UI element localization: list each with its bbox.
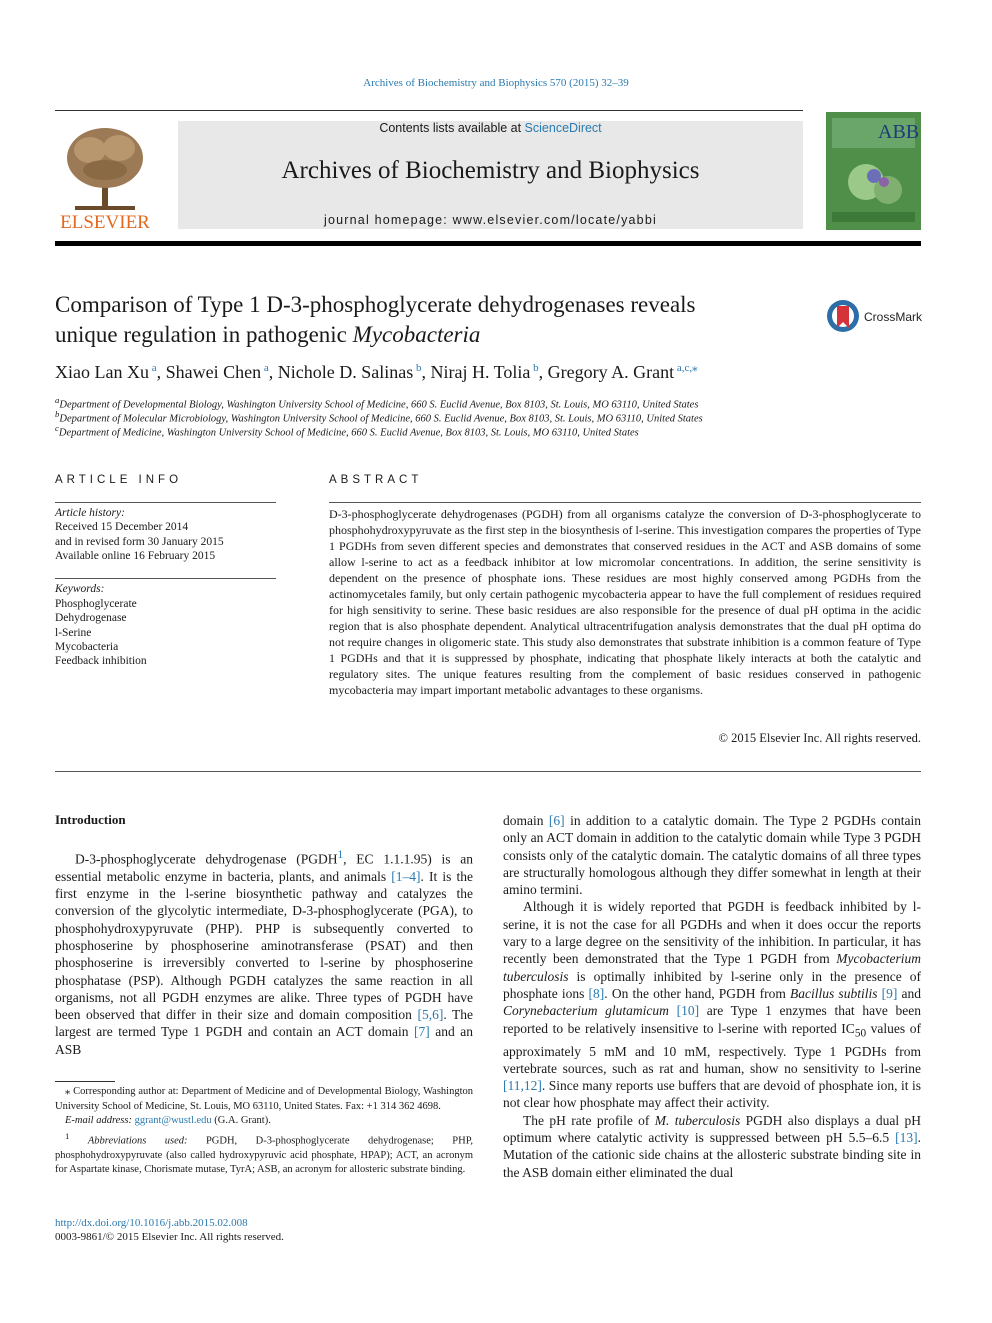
intro-paragraph: Although it is widely reported that PGDH is feedback inhibited by l-serine, it is not the case for all PGDHs and when it does occur the reports vary to a large degree on the sensitivity of the inhibition. In particular, it has recently been demonstrated that the Type 1 PGDH from Mycobacterium tuberculosis is optimally inhibited by l-serine only in the presence of phosphate ions [8]. On the other hand, PGDH from Bacillus subtilis [9] and Corynebacterium glutamicum [10] are Type 1 enzymes that have been reported to be relatively insensitive to l-serine with reported $IC_{50}$ values of approximately 5 mM and 10 mM, respectively. Type 1 PGDHs from vertebrate sources, such as rat and human, show no sensitivity to l-serine [11,12]. Since many reports use buffers that are devoid of phosphate ion, it is not clear how phosphate may affect their activity. xyxy=(503,899,921,1111)
intro-paragraph: The pH rate profile of M. tuberculosis PGDH also displays a dual pH optimum where catalytic activity is suppressed between pH 5.5–6.5 [13]. Mutation of the cationic side chains at the allosteric substrate binding site in the ASB domain either eliminated the dual xyxy=(503,1112,921,1180)
keyword: Dehydrogenase xyxy=(55,612,127,624)
crossmark-badge[interactable] xyxy=(826,297,926,335)
keyword: Phosphoglycerate xyxy=(55,598,137,610)
history-received: Received 15 December 2014 xyxy=(55,521,189,533)
intro-paragraph: D-3-phosphoglycerate dehydrogenase (PGDH$^1$, EC 1.1.1.95) is an essential metabolic enzyme in bacteria, plants, and animals [1–4]. It is the first enzyme in the l-serine biosynthetic pathway and catalyzes the conversion of the glycolytic intermediate, D-3-phosphoglycerate (PGA), to phosphohydroxypyruvate (PHP). PHP is subsequently converted to phosphoserine by phosphoserine aminotransferase (PSAT) and then phosphoserine is irreversibly converted to l-serine by phosphoserine phosphatase (PSP). Although PGDH catalyzes the same reaction in all organisms, not all PGDH enzymes are alike. Three types of PGDH have been observed that differ in their size and domain composition [5,6]. The largest are termed Type 1 PGDH and contain an ACT domain [7] and an ASB xyxy=(55,849,474,1057)
author-name: Niraj H. Tolia xyxy=(430,362,531,382)
affiliation-c: $^c$Department of Medicine, Washington University School of Medicine, 660 S. Euclid Avenue, Box 8103, St. Louis, MO 63110, United States xyxy=(55,423,639,439)
header-thick-rule xyxy=(55,241,921,246)
footnote-marker[interactable]: 1 xyxy=(337,849,344,861)
footnote-rule xyxy=(55,1081,115,1082)
citation-ref[interactable]: [7] xyxy=(413,1024,430,1040)
doi-link[interactable]: http://dx.doi.org/10.1016/j.abb.2015.02.008 xyxy=(55,1217,248,1229)
italic-term: M. tuberculosis xyxy=(654,1112,741,1128)
history-revised: and in revised form 30 January 2015 xyxy=(55,536,224,548)
italic-term: Corynebacterium glutamicum xyxy=(503,1003,669,1019)
citation-ref[interactable]: [5,6] xyxy=(417,1007,444,1023)
author-affiliation-marker[interactable]: b xyxy=(413,362,422,374)
issn-copyright: 0003-9861/© 2015 Elsevier Inc. All rights reserved. xyxy=(55,1231,284,1243)
keyword: Mycobacteria xyxy=(55,641,119,653)
history-label: Article history: xyxy=(55,507,125,519)
top-divider xyxy=(55,110,803,111)
sciencedirect-link[interactable]: ScienceDirect xyxy=(524,121,602,135)
journal-citation[interactable] xyxy=(0,77,992,89)
intro-paragraph: domain [6] in addition to a catalytic domain. The Type 2 PGDHs contain only an ACT domain in addition to the catalytic domain while Type 3 PGDH consists only of the catalytic domain. The catalytic domains of all three types are structurally homologous although they differ somewhat in length at their amino termini. xyxy=(503,813,921,898)
homepage-url[interactable]: www.elsevier.com/locate/yabbi xyxy=(452,213,657,227)
keywords-rule xyxy=(55,578,276,579)
journal-cover-thumbnail xyxy=(826,112,921,230)
title-line-1: Comparison of Type 1 D-3-phosphoglycerate dehydrogenases reveals xyxy=(55,292,696,317)
author-affiliation-marker[interactable]: a xyxy=(148,362,157,374)
title-line-2: unique regulation in pathogenic xyxy=(55,322,353,347)
elsevier-logo xyxy=(55,120,155,232)
citation-ref[interactable]: [13] xyxy=(895,1130,918,1146)
abstract-heading: ABSTRACT xyxy=(329,474,423,486)
author-list: Xiao Lan Xu $^a$, Shawei Chen $^a$, Nichole D. Salinas $^b$, Niraj H. Tolia $^b$, Gregory A. Grant $^{a,c,⁎}$ xyxy=(55,362,698,382)
email-link[interactable]: ggrant@wustl.edu xyxy=(134,1115,212,1126)
abbreviations-note: $^1$ Abbreviations used: PGDH, D-3-phosphoglycerate dehydrogenase; PHP, phosphohydroxypyruvate (also called hydroxypyruvic acid phosphate, HPAP); ACT, an acronym for Aspartate kinase, Chorismate mutase, TyrA; ASB, an acronym for allosteric substrate binding. xyxy=(55,1130,474,1175)
citation-link[interactable]: Archives of Biochemistry and Biophysics 570 (2015) 32–39 xyxy=(363,77,629,89)
abstract-rule xyxy=(329,502,921,503)
italic-term: Bacillus subtilis xyxy=(790,985,878,1001)
article-info-rule xyxy=(55,502,276,503)
abstract-copyright: © 2015 Elsevier Inc. All rights reserved. xyxy=(718,731,921,745)
abstract-body: D-3-phosphoglycerate dehydrogenases (PGDH) from all organisms catalyze the conversion of D-3-phosphoglycerate to phosphohydroxypyruvate as the first step in the biosynthesis of l-serine. This investigation compares the properties of Type 1 PGDHs from seven different species and demonstrates that conserved residues in the ACT and ASB domains of some allow l-serine to act as a feedback inhibitor at low micromolar concentrations. In addition, the serine sensitivity is dependent on the presence of phosphate ions. These residues are most highly conserved among PGDHs from the actinomycetales family, but only certain pathogenic mycobacteria appear to have the full complement of residues required for high sensitivity to serine. These basic residues are also responsible for the presence of dual pH optima in the acidic region that is also phosphate dependent. Analytical ultracentrifugation analysis demonstrates that the dual pH optima do not require changes in oligomeric state. This study also demonstrates that substrate inhibition is a common feature of Type 1 PGDHs and that it is suppressed by phosphate, indicating that phosphate likely interacts at both the catalytic and regulatory sites. The unique features resulting from the complement of basic residues conserved in pathogenic mycobacteria may impart important metabolic advantages to these organisms. xyxy=(329,507,921,697)
svg-text:ELSEVIER: ELSEVIER xyxy=(60,212,150,232)
body-column-left xyxy=(55,847,473,1058)
svg-text:ABB: ABB xyxy=(878,121,920,143)
subscript: 50 xyxy=(854,1027,867,1040)
author-name: Gregory A. Grant xyxy=(547,362,675,382)
abstract-bottom-rule xyxy=(55,771,921,772)
article-title xyxy=(55,290,795,350)
italic-term: Mycobacterium tuberculosis xyxy=(503,951,921,984)
author-affiliation-marker[interactable]: a xyxy=(261,362,269,374)
contents-prefix: Contents lists available at xyxy=(379,121,525,135)
keywords-label: Keywords: xyxy=(55,583,105,595)
article-info-heading: ARTICLE INFO xyxy=(55,474,183,486)
citation-ref[interactable]: [1–4] xyxy=(391,868,421,884)
citation-ref[interactable]: [8] xyxy=(588,985,605,1001)
author-name: Nichole D. Salinas xyxy=(277,362,414,382)
affiliation-b: $^b$Department of Molecular Microbiology, Washington University School of Medicine, 660 S. Euclid Avenue, Box 8103, St. Louis, MO 63110, United States xyxy=(55,409,703,425)
corresponding-author-note: ⁎ Corresponding author at: Department of Medicine and of Developmental Biology, Washington University School of Medicine, St. Louis, MO 63110, United States. Fax: +1 314 362 4698. xyxy=(55,1086,473,1112)
citation-ref[interactable]: [9] xyxy=(881,985,898,1001)
svg-text:CrossMark: CrossMark xyxy=(864,310,923,324)
contents-line xyxy=(178,121,803,135)
history-online: Available online 16 February 2015 xyxy=(55,550,216,562)
author-affiliation-marker[interactable]: b xyxy=(530,362,539,374)
author-affiliation-marker[interactable]: a,c,⁎ xyxy=(674,362,698,374)
footnotes xyxy=(55,1085,473,1178)
introduction-heading: Introduction xyxy=(55,812,126,827)
citation-ref[interactable]: [6] xyxy=(548,813,565,828)
email-note: E-mail address: ggrant@wustl.edu (G.A. Grant). xyxy=(65,1115,271,1126)
body-column-right xyxy=(503,812,921,1181)
doi-link-wrapper[interactable] xyxy=(55,1217,248,1229)
affiliation-a: $^a$Department of Developmental Biology, Washington University School of Medicine, 660 S. Euclid Avenue, Box 8103, St. Louis, MO 63110, United States xyxy=(55,395,699,411)
author-name: Xiao Lan Xu xyxy=(55,362,149,382)
journal-homepage xyxy=(178,213,803,227)
title-italic: Mycobacteria xyxy=(352,322,481,347)
journal-name: Archives of Biochemistry and Biophysics xyxy=(281,157,700,184)
homepage-prefix: journal homepage: xyxy=(324,213,453,227)
citation-ref[interactable]: [11,12] xyxy=(503,1078,542,1094)
citation-ref[interactable]: [10] xyxy=(676,1003,700,1019)
author-name: Shawei Chen xyxy=(165,362,262,382)
keyword: l-Serine xyxy=(55,627,92,639)
keyword: Feedback inhibition xyxy=(55,655,147,667)
